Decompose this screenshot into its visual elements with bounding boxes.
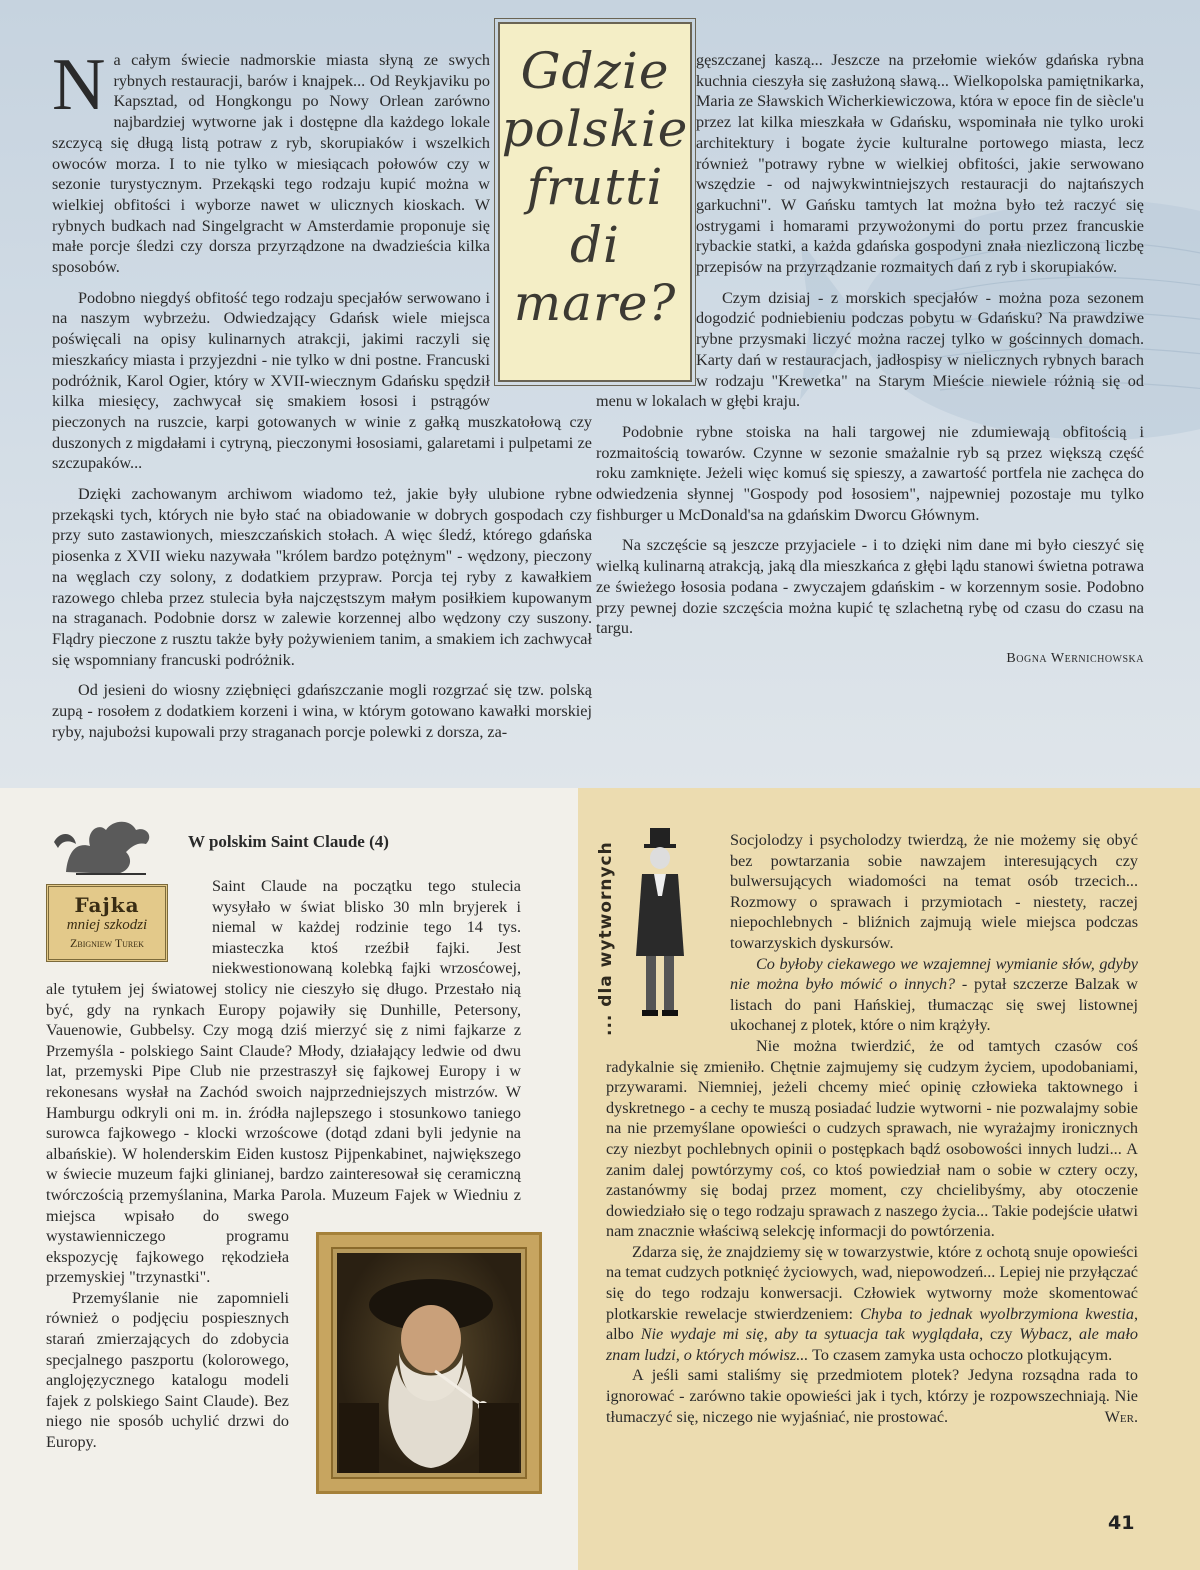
column-author: Zbigniew Turek	[70, 936, 144, 950]
body-paragraph: Na szczęście są jeszcze przyjaciele - i to dzięki nim dane mi było cieszyć się wielką kulinarną atrakcją, jaką dla mieszkańca z głębi lądu stanowi świetna potrawa ze świeżego łososia podana - zwyczajem gdańskim - w korzennym sosie. Podobno przy pewnej dozie szczęścia można kupić tę szlachetną rybę od czasu do czasu na targu.	[596, 536, 1144, 638]
body-paragraph: Przemyślanie nie zapomnieli również o podjęciu pospiesznych starań zmierzających do zdobycia specjalnego paszportu (kolorowego, anglojęzycznego katalogu modeli fajek z polskiego Saint Claude). Bez niego nie sposób uchylić drzwi do Europy.	[46, 1288, 289, 1452]
side-label-text: ... dla wytwornych	[596, 841, 616, 1036]
body-paragraph: Dzięki zachowanym archiwom wiadomo też, jakie były ulubione rybne przekąski tych, których nie było stać na obiadowanie w dobrych gospodach czy przy suto zastawionych, mieszczańskich stołach. A więc śledź, którego gdańska piosenka z XVII wieku nazywała "królem bardzo potężnym" - wędzony, pieczony na węglach czy solony, z dodatkiem przypraw. Porcja tej ryby z kawałkiem razowego chleba przez stulecia była najczęstszym małym posiłkiem kupowanym na straganach. Podobnie dorsz w zalewie korzennej albo wędzony czy suszony. Flądry pieczone z rusztu także były pożywieniem tanim, a smakiem ich zachwycał się wspomniany francuski podróżnik.	[52, 485, 592, 669]
bearded-man-icon	[337, 1253, 521, 1473]
body-paragraph: Nie można twierdzić, że od tamtych czasów coś radykalnie się zmieniło. Chętnie zajmujemy się cudzym życiem, upodobaniami, przywarami. Niemniej, jeżeli chcemy mieć opinię człowieka taktownego i dyskretnego - a cechy te muszą posiadać ludzie wytworni - nie pozwalajmy sobie na nie przemyślane opowieści o cudzych sprawach, nie wyrażajmy ironicznych czy niezbyt pochlebnych opinii o postępkach bądź osobowości innych ludzi... A zanim dalej powtórzymy coś, co ktoś powiedział nam o sobie w cztery oczy, zastanówmy się bodaj przez moment, czy chcielibyśmy, aby otoczenie dowiedziało się o tego rodzaju sprawach z naszego życia... Takie podejście ułatwi nam znacznie właściwą selekcję informacji do powtórzenia.	[606, 1036, 1138, 1241]
page-number: 41	[1108, 1512, 1135, 1534]
body-paragraph: Podobnie rybne stoiska na hali targowej nie zdumiewają obfitością i rozmaitością towarów. Czynne w sezonie smażalnie ryb są przez większą część roku zamknięte. Jeżeli więc komuś się spieszy, a zawartość portfela nie zachęca do odwiedzenia słynnej "Gospody pod łososiem", najpewniej pozostaje mu tylko fishburger u McDonald'sa na gdańskim Dworcu Głównym.	[596, 422, 1144, 524]
column-heading: W polskim Saint Claude (4)	[188, 832, 389, 851]
drop-cap: N	[52, 44, 106, 126]
article-author: Bogna Wernichowska	[1006, 650, 1144, 666]
column-name: Fajka	[74, 893, 140, 917]
body-paragraph: Od jesieni do wiosny zziębnięci gdańszczanie mogli rozgrzać się tzw. polską zupą - rosołem z dodatkiem korzeni i wina, w którym gotowano kawałki morskiej ryby, najubożsi kupowali przy straganach porcje polewki z dorsza, za-	[52, 681, 592, 741]
column-subtitle: mniej szkodzi	[66, 917, 148, 933]
portrait-image	[316, 1232, 542, 1494]
body-paragraph: Saint Claude na początku tego stulecia wysyłało w świat blisko 30 mln bryjerek i niemal w każdej rodzinie tego 14 tys. miasteczka ktoś rzeźbił fajki. Jest niekwestionowaną kolebką fajki wrzosćowej, ale tytułem jej światowej stolicy nie cieszyło się długo. Przestało nią być, gdy na rynkach Europy pojawiły się Dunhille, Petersony, Vauenowie, Gubbelsy. Czy mogą dziś mierzyć się z nimi fajkarze z Przemyśla - polskiego Saint Claude? Młody, działający ledwie od dwu lat, przemyski Pipe Club nie przestraszył się fajkowej Europy i w rekonesans wysłał na Zachód swoich najprzedniejszych mistrzów. W Hamburgu odkryli oni m. in. źródła najlepszego i stosunkowo taniego surowca fajkowego - klocki wrzoścowe (dotąd zdani byli jedynie na albańskie). W holenderskim Eiden kustosz Pijpenkabinet, największego w świecie muzeum fajki glinianej, bardzo zainteresował się ceramiczną twórczością przemyślanina, Marka Parola. Muzeum Fajek w Wiedniu z miejsca wpisało do swego wystawienniczego programu ekspozycję fajkowego rękodzieła przemyskiej "trzynastki".	[46, 877, 521, 1287]
body-paragraph: Co byłoby ciekawego we wzajemnej wymianie słów, gdyby nie można było mówić o innych? - pytał szczerze Balzak w listach do pani Hańskiej, tłumacząc się swej listownej ukochanej z plotek, które o nim krążyły.	[730, 954, 1138, 1035]
intro-paragraph: Na całym świecie nadmorskie miasta słyną ze swych rybnych restauracji, barów i knajpek... Od Reykjaviku po Kapsztad, od Hongkongu po Nowy Orlean zarówno najbardziej wytworne jak i dostępne dla każdego lokale szczycą się długą listą potraw z ryb, skorupiaków i wszelkich owoców morza. I to nie tylko w miesiącach połowów czy w sezonie turystycznym. Przekąski tego rodzaju kupić można w wielkiej obfitości i wyborze nawet w ulicznych kioskach. W rybnych budkach nad Singelgracht w Amsterdamie proponuje się małe porcje śledzi czy dorsza przyrządzone na dwadzieścia kilka sposobów.	[52, 44, 490, 277]
body-paragraph: A jeśli sami staliśmy się przedmiotem plotek? Jedyna rozsądna rada to ignorować - zarówno takie opowieści jak i tych, którzy je rozpowszechniają. Nie tłumaczyć się, niczego nie wyjaśniać, nie prostować. Wer.	[606, 1366, 1138, 1426]
body-paragraph: Zdarza się, że znajdziemy się w towarzystwie, które z ochotą snuje opowieści na temat cudzych potknięć życiowych, wad, niepowodzeń... Lepiej nie przyłączać się do tego rodzaju konwersacji. Człowiek wytworny może skomentować plotkarskie rewelacje stwierdzeniem: Chyba to jednak wyolbrzymiona kwestia, albo Nie wydaje mi się, aby ta sytuacja tak wyglądała, czy Wybacz, ale mało znam ludzi, o których mówisz... To czasem zamyka usta ochoczo plotkującym.	[606, 1242, 1138, 1364]
etiquette-text	[606, 830, 1138, 1427]
body-paragraph: Czym dzisiaj - z morskich specjałów - można poza sezonem dogodzić podniebieniu podczas pobytu w Gdańsku? Na prawdziwe rybne przysmaki liczyć można raczej tylko w gościnnych domach. Karty dań w restauracjach, jadłospisy w nielicznych rybnych barach w rodzaju "Krewetka" na Starym Mieście niewiele różnią się od menu w lokalach w głębi kraju.	[596, 288, 1144, 411]
balzac-quote: Co byłoby ciekawego we wzajemnej wymianie słów, gdyby nie można było mówić o innych?	[730, 954, 1138, 994]
body-paragraph: gęszczanej kaszą... Jeszcze na przełomie wieków gdańska rybna kuchnia cieszyła się zasłużoną sławą... Wielkopolska pamiętnikarka, Maria ze Sławskich Wicherkiewiczowa, która w epoce fin de siècle'u przez lat kilka mieszkała w Gdańsku, wspominała nie tylko uroki architektury i bogate życie kulturalne portowego miasta, lecz również "potrawy rybne w wielkiej obfitości, jakie serwowano wszędzie - od najwykwintniejszych restauracji do najtańszych garkuchni". W Gańsku tamtych lat można było też raczyć się ostrygami i homarami przywożonymi do portu przez francuskie rybackie statki, a każda gdańska gospodyni znała niezliczoną liczbę przepisów na przyrządzanie rozmaitych dań z ryb i skorupiaków.	[696, 51, 1144, 277]
dragon-emblem-icon	[46, 812, 158, 882]
column-author: Wer.	[1104, 1407, 1138, 1426]
article-title: Gdzie polskie frutti di mare?	[501, 42, 689, 332]
body-paragraph: Socjolodzy i psycholodzy twierdzą, że nie możemy się obyć bez powtarzania sobie nawzajem interesujących czy bulwersujących wiadomości na temat osób trzecich... Rozmowy o sprawach i przymiotach - niestety, raczej niepochlebnych - bliźnich zajmują wiele miejsca podczas towarzyskich dyskursów.	[730, 831, 1138, 952]
title-box	[498, 22, 692, 382]
body-paragraph: Podobno niegdyś obfitość tego rodzaju specjałów serwowano i na naszym wybrzeżu. Odwiedzający Gdańsk wiele miejsca poświęcali na opisy kulinarnych atrakcji, jakimi raczyli się mieszkańcy miasta i przyjezdni - nie tylko w dni postne. Francuski podróżnik, Karol Ogier, który w XVII-wiecznym Gdańsku spędził kilka miesięcy, zachwycał się smakiem łososi i pstrągów pieczonych na ruszcie, karpi gotowanych w winie z gałką muszkatołową czy duszonych z migdałami i cytryną, pieczonymi łososiami, galaretami i pulpetami ze szczupaków...	[52, 288, 592, 473]
